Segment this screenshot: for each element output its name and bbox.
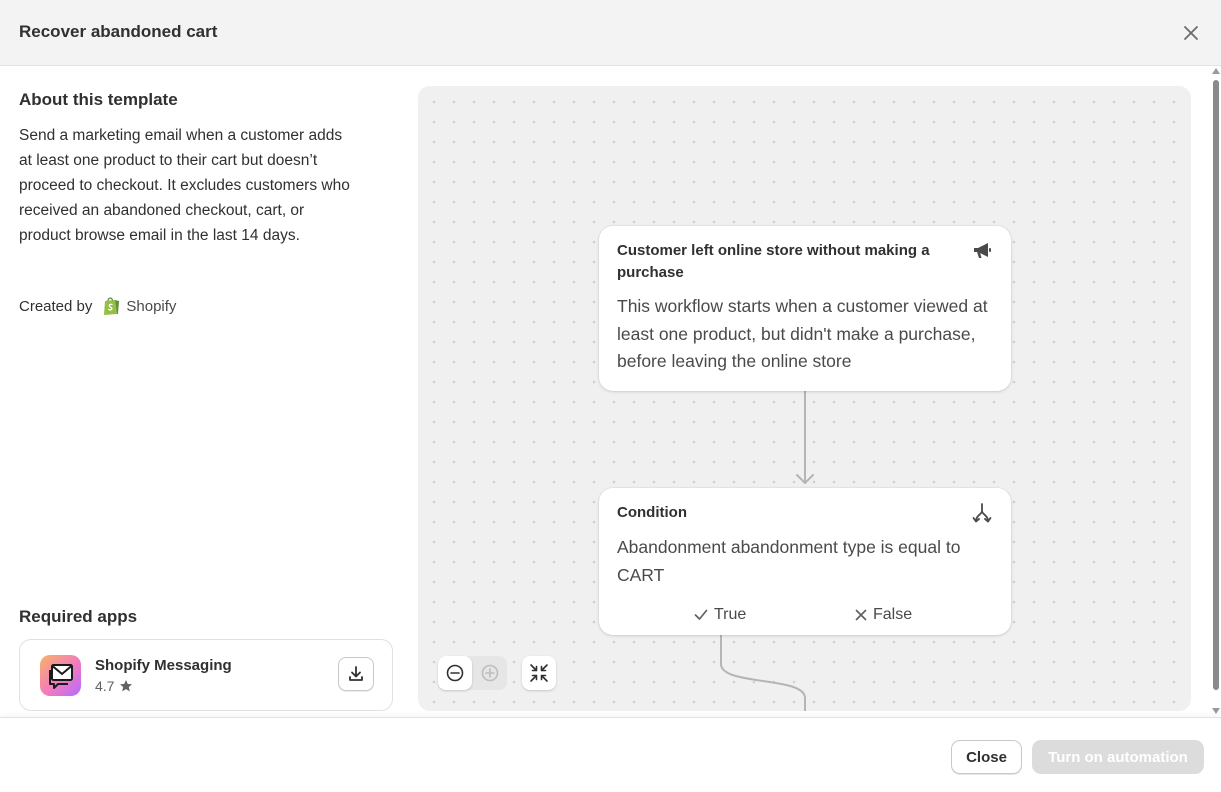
collapse-icon: [529, 663, 549, 683]
app-rating-value: 4.7: [95, 678, 115, 694]
shopify-messaging-icon: [40, 655, 81, 696]
workflow-canvas[interactable]: [418, 86, 1191, 711]
check-icon: [694, 609, 708, 621]
turn-on-automation-button[interactable]: Turn on automation: [1032, 740, 1204, 774]
scroll-up-arrow-icon[interactable]: [1212, 68, 1220, 74]
vertical-scrollbar[interactable]: [1211, 66, 1221, 717]
trigger-description: This workflow starts when a customer viewed at least one product, but didn't make a purchase, before leaving the online store: [617, 296, 988, 371]
created-by: [19, 296, 176, 316]
zoom-controls: [438, 656, 507, 690]
trigger-title: Customer left online store without making a purchase: [617, 242, 930, 281]
scroll-down-arrow-icon[interactable]: [1212, 708, 1220, 714]
star-icon: [119, 679, 133, 693]
condition-true-branch: [694, 606, 746, 624]
modal-footer: [0, 717, 1221, 792]
created-by-label: Created by: [19, 297, 93, 315]
true-label: True: [714, 606, 747, 623]
download-icon: [347, 665, 365, 683]
condition-node[interactable]: [599, 488, 1011, 635]
modal-header: [0, 0, 1221, 66]
condition-title: Condition: [617, 504, 687, 521]
app-rating: [95, 678, 133, 694]
zoom-out-button[interactable]: [438, 656, 472, 690]
app-name: Shopify Messaging: [95, 657, 232, 674]
false-label: False: [873, 606, 913, 623]
close-icon[interactable]: [1178, 20, 1204, 46]
shopify-bag-icon: [102, 296, 120, 316]
zoom-in-button[interactable]: [473, 656, 507, 690]
about-description: Send a marketing email when a customer adds at least one product to their cart but doesn’t proceed to checkout. It excludes customers who received an abandoned checkout, cart, or product browse email in the last 14 days.: [19, 127, 350, 244]
download-app-button[interactable]: [338, 657, 374, 691]
scrollbar-thumb[interactable]: [1213, 80, 1219, 690]
creator: [102, 296, 176, 316]
template-info-panel: [0, 66, 410, 717]
app-card[interactable]: [19, 639, 393, 711]
condition-false-branch: [855, 606, 912, 624]
required-apps-title: Required apps: [19, 607, 138, 626]
close-button[interactable]: Close: [951, 740, 1022, 774]
fit-view-button[interactable]: [522, 656, 556, 690]
megaphone-icon: [971, 240, 993, 262]
about-title: About this template: [19, 90, 178, 109]
x-icon: [855, 609, 867, 621]
zoom-out-icon: [445, 663, 465, 683]
branch-icon: [971, 502, 993, 524]
modal-title: Recover abandoned cart: [19, 22, 218, 41]
trigger-node[interactable]: [599, 226, 1011, 391]
creator-name: Shopify: [126, 297, 177, 315]
zoom-in-icon: [480, 663, 500, 683]
condition-description: Abandonment abandonment type is equal to CART: [617, 537, 961, 585]
